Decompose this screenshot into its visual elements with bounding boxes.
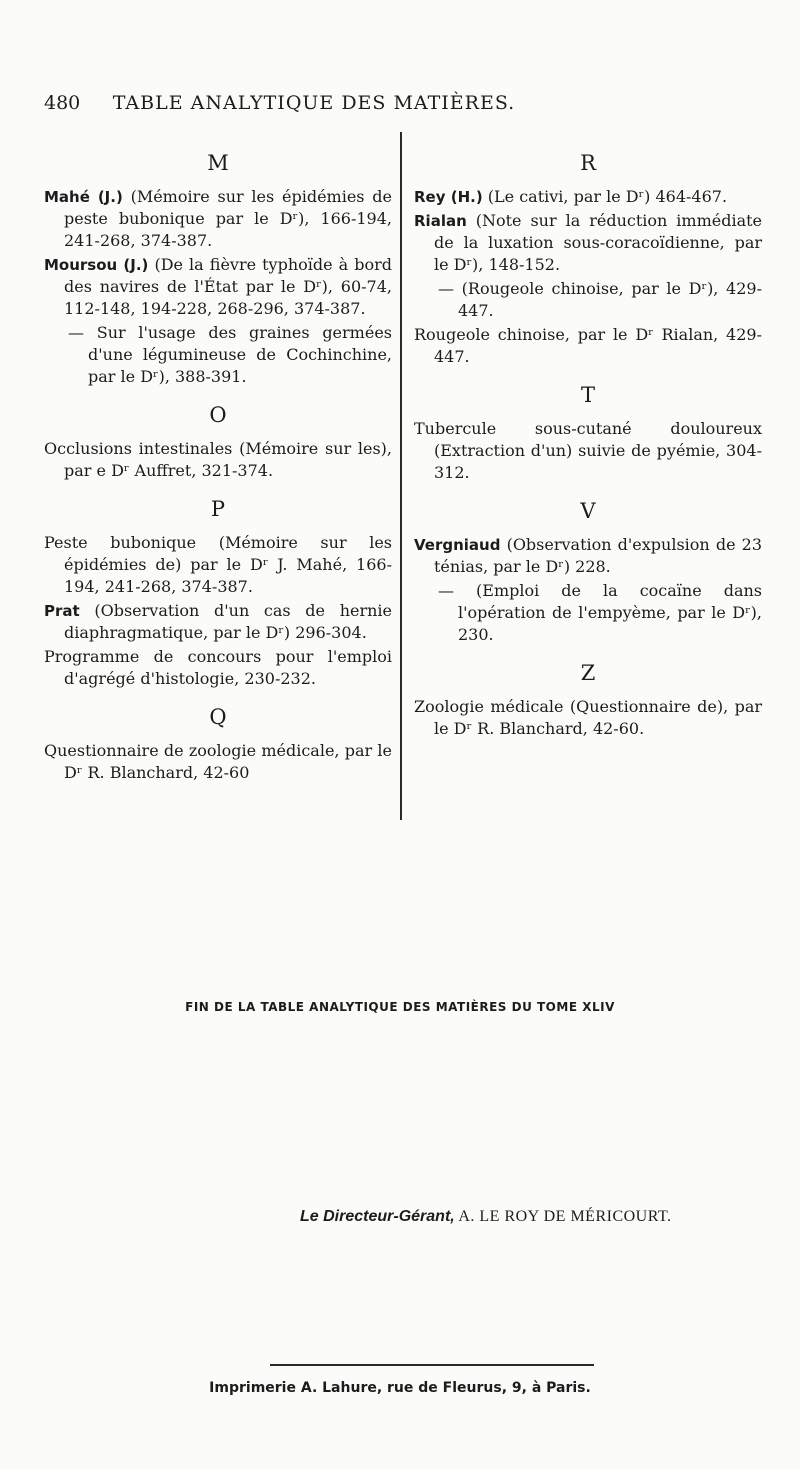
section-letter-q: Q [209, 705, 227, 729]
index-entry-occlusions: Occlusions intestinales (Mémoire sur les), par e Dʳ Auffret, 321-374. [44, 439, 392, 480]
entry-text: (Mémoire sur les épidémies de peste bubonique par le Dʳ), 166-194, 241-268, 374-387. [64, 187, 392, 250]
signature-name: A. LE ROY DE MÉRICOURT. [454, 1208, 672, 1225]
entry-text: (Observation d'expulsion de 23 ténias, par le Dʳ) 228. [434, 535, 762, 576]
index-entry-questionnaire: Questionnaire de zoologie médicale, par le Dʳ R. Blanchard, 42-60 [44, 741, 392, 782]
index-entry-moursou-sub: — Sur l'usage des graines germées d'une légumineuse de Cochinchine, par le Dʳ), 388-391. [68, 323, 392, 386]
section-letter-p: P [210, 497, 226, 521]
index-entry-rialan [414, 210, 762, 276]
entry-text: (Note sur la réduction immédiate de la luxation sous-coracoïdienne, par le Dʳ), 148-152. [434, 211, 762, 274]
running-title: TABLE ANALYTIQUE DES MATIÈRES. [112, 92, 516, 114]
page-number: 480 [44, 92, 81, 114]
section-letter-z: Z [580, 661, 596, 685]
signature [300, 1208, 672, 1226]
index-entry-vergniaud [414, 534, 762, 578]
section-letter-t: T [580, 383, 595, 407]
entry-initial: (J.) [117, 256, 149, 274]
column-divider [400, 132, 402, 820]
index-entry-prat [44, 600, 392, 644]
right-column [414, 148, 762, 742]
entry-text: (Le cativi, par le Dʳ) 464-467. [482, 187, 728, 206]
entry-name: Mahé [44, 188, 90, 206]
entry-name: Moursou [44, 256, 118, 274]
entry-initial: (H.) [445, 188, 483, 206]
index-entry-rialan-sub: — (Rougeole chinoise, par le Dʳ), 429-447. [438, 279, 762, 320]
page-header [44, 92, 584, 116]
footer-divider [270, 1364, 594, 1366]
index-entry-tubercule: Tubercule sous-cutané douloureux (Extraction d'un) suivie de pyémie, 304-312. [414, 419, 762, 482]
index-entry-programme: Programme de concours pour l'emploi d'agrégé d'histologie, 230-232. [44, 647, 392, 688]
entry-initial: (J.) [89, 188, 123, 206]
entry-name: Vergniaud [414, 536, 501, 554]
section-letter-o: O [209, 403, 227, 427]
index-entry-rey [414, 186, 762, 208]
left-column [44, 148, 392, 786]
printer-imprint: Imprimerie A. Lahure, rue de Fleurus, 9, à Paris. [209, 1380, 591, 1396]
entry-name: Rey [414, 188, 446, 206]
index-entry-moursou [44, 254, 392, 320]
index-entry-vergniaud-sub: — (Emploi de la cocaïne dans l'opération de l'empyème, par le Dʳ), 230. [438, 581, 762, 644]
index-entry-mahe [44, 186, 392, 252]
end-of-table-notice: FIN DE LA TABLE ANALYTIQUE DES MATIÈRES DU TOME XLIV [185, 1000, 615, 1014]
signature-role: Le Directeur-Gérant, [300, 1208, 455, 1225]
index-entry-zoologie: Zoologie médicale (Questionnaire de), par le Dʳ R. Blanchard, 42-60. [414, 697, 762, 738]
index-entry-peste: Peste bubonique (Mémoire sur les épidémies de) par le Dʳ J. Mahé, 166-194, 241-268, 374-387. [44, 533, 392, 596]
index-entry-rougeole: Rougeole chinoise, par le Dʳ Rialan, 429-447. [414, 325, 762, 366]
entry-name: Rialan [414, 212, 467, 230]
entry-text: (De la fièvre typhoïde à bord des navires de l'État par le Dʳ), 60-74, 112-148, 194-228, 268-296, 374-387. [64, 255, 392, 318]
section-letter-v: V [580, 499, 596, 523]
section-letter-r: R [580, 151, 596, 175]
entry-text: (Observation d'un cas de hernie diaphragmatique, par le Dʳ) 296-304. [64, 601, 392, 642]
entry-name: Prat [44, 602, 80, 620]
section-letter-m: M [207, 151, 229, 175]
